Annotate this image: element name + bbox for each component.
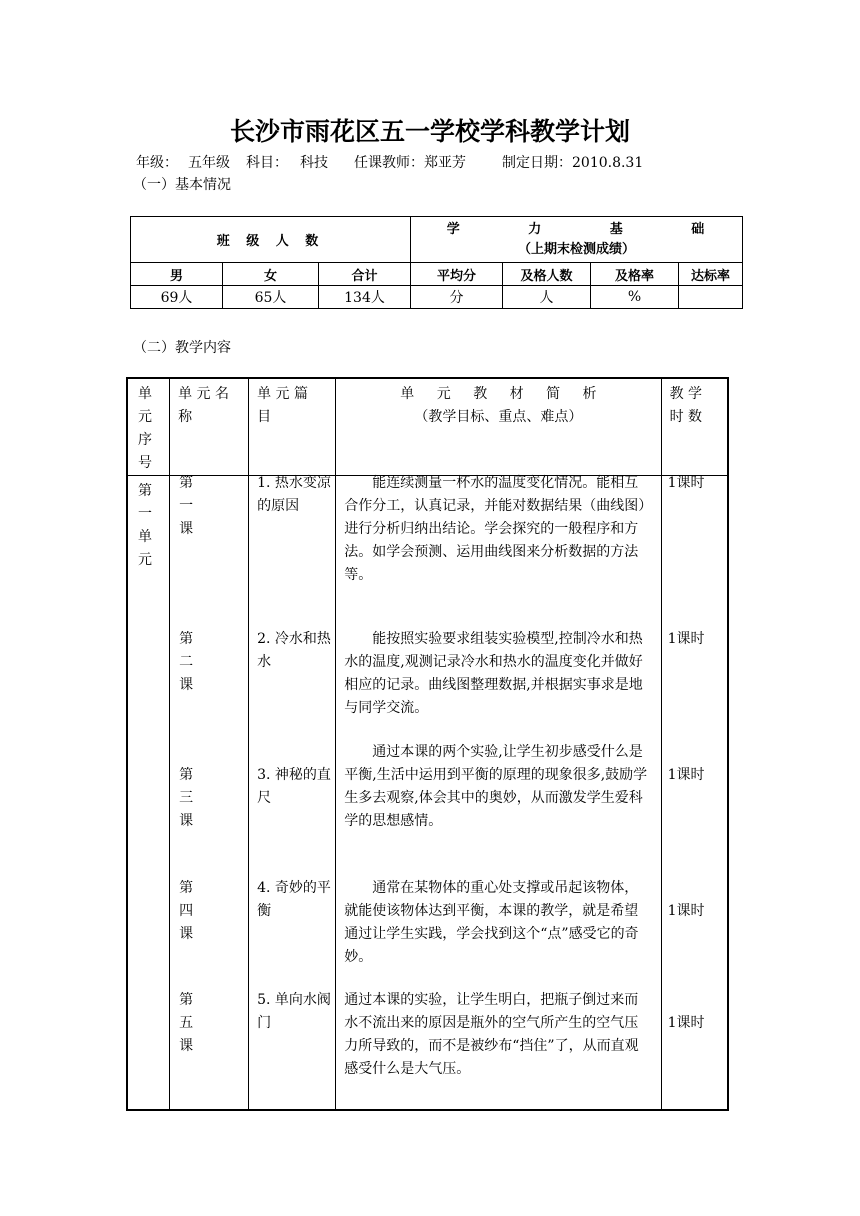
- lesson-names-cell: [170, 476, 249, 1110]
- ability-header-cell: [411, 217, 743, 263]
- header-unit-name: 单 元 名 称: [178, 386, 229, 425]
- unit-label: 第一单元: [138, 483, 152, 568]
- header-unit-chapter-cell: [249, 378, 336, 476]
- col-total: 合计: [319, 263, 411, 286]
- lesson-name-3: 第三课: [179, 767, 194, 829]
- val-male: 69人: [131, 286, 223, 309]
- subject-label: 科目：: [246, 155, 288, 171]
- lesson-chapter-3: 3. 神秘的直尺: [257, 767, 331, 806]
- subject-value: 科技: [300, 155, 328, 171]
- val-female: 65人: [223, 286, 319, 309]
- lesson-chapter-2: 2. 冷水和热水: [257, 631, 331, 670]
- lesson-desc-3: 通过本课的两个实验,让学生初步感受什么是平衡,生活中运用到平衡的原理的现象很多,鼓励学生多去观察,体会其中的奥妙，从而激发学生爱科学的思想感情。: [344, 744, 648, 829]
- lesson-desc-5: 通过本课的实验，让学生明白，把瓶子倒过来而水不流出来的原因是瓶外的空气所产生的空气压力所导致的，而不是被纱布“挡住”了，从而直观感受什么是大气压。: [344, 992, 639, 1077]
- lesson-name-4: 第四课: [179, 880, 194, 942]
- lesson-name-5: 第五课: [179, 992, 194, 1054]
- lesson-chapter-1: 1. 热水变凉的原因: [257, 475, 331, 514]
- lesson-chapter-4: 4. 奇妙的平衡: [257, 880, 331, 919]
- section-basic-heading: （一）基本情况: [133, 177, 231, 193]
- header-unit-no: 单元序号: [138, 386, 152, 471]
- val-pass-rate: %: [591, 286, 679, 309]
- header-hours: 教 学 时 数: [669, 386, 703, 425]
- ability-header: 学 力 基 础: [446, 221, 707, 237]
- lesson-chapter-5: 5. 单向水阀门: [257, 992, 331, 1031]
- grade-value: 五年级: [188, 155, 230, 171]
- col-male: 男: [131, 263, 223, 286]
- lesson-desc-4: 通常在某物体的重心处支撑或吊起该物体，就能使该物体达到平衡，本课的教学，就是希望通过让学生实践，学会找到这个“点”感受它的奇妙。: [344, 880, 639, 965]
- val-standard-rate: [679, 286, 743, 309]
- lesson-name-1: 第一课: [179, 475, 194, 537]
- header-analysis-sub: （教学目标、重点、难点）: [414, 409, 583, 425]
- val-pass-count: 人: [503, 286, 591, 309]
- lesson-name-2: 第二课: [179, 631, 194, 693]
- header-unit-chapter: 单 元 篇 目: [257, 386, 309, 425]
- plan-meta: [136, 152, 643, 172]
- lesson-hours-1: 1课时: [667, 475, 705, 491]
- lesson-desc-1: 能连续测量一杯水的温度变化情况。能相互合作分工，认真记录，并能对数据结果（曲线图）进行分析归纳出结论。学会探究的一般程序和方法。如学会预测、运用曲线图来分析数据的方法等。: [344, 475, 646, 583]
- lesson-desc-2: 能按照实验要求组装实验模型,控制冷水和热水的温度,观测记录冷水和热水的温度变化并做好相应的记录。曲线图整理数据,并根据实事求是地与同学交流。: [344, 631, 643, 716]
- col-pass-rate: 及格率: [591, 263, 679, 286]
- lesson-hours-5: 1课时: [667, 1015, 705, 1031]
- col-standard-rate: 达标率: [679, 263, 743, 286]
- teacher-label: 任课教师：: [354, 155, 424, 171]
- section-content-heading: （二）教学内容: [133, 340, 231, 356]
- val-average: 分: [411, 286, 503, 309]
- content-table: [126, 377, 729, 1111]
- header-unit-name-cell: [170, 378, 249, 476]
- unit-cell: [127, 476, 170, 1110]
- header-unit-no-cell: [127, 378, 170, 476]
- col-female: 女: [223, 263, 319, 286]
- lesson-hours-cell: [661, 476, 728, 1110]
- basic-info-table: [130, 216, 743, 309]
- col-average: 平均分: [411, 263, 503, 286]
- page-title: 长沙市雨花区五一学校学科教学计划: [229, 117, 630, 146]
- lesson-descs-cell: [336, 476, 661, 1110]
- header-analysis-cell: [336, 378, 661, 476]
- header-analysis: 单 元 教 材 简 析: [400, 386, 597, 402]
- lesson-hours-4: 1课时: [667, 903, 705, 919]
- header-hours-cell: [661, 378, 728, 476]
- lesson-chapters-cell: [249, 476, 336, 1110]
- lesson-hours-3: 1课时: [667, 767, 705, 783]
- class-size-header: 班 级 人 数: [131, 217, 411, 263]
- date-label: 制定日期：: [502, 155, 572, 171]
- ability-subheader: （上期末检测成绩）: [518, 241, 636, 257]
- teacher-value: 郑亚芳: [424, 155, 466, 171]
- date-value: 2010.8.31: [572, 155, 644, 171]
- val-total: 134人: [319, 286, 411, 309]
- grade-label: 年级：: [136, 155, 178, 171]
- lesson-hours-2: 1课时: [667, 631, 705, 647]
- col-pass-count: 及格人数: [503, 263, 591, 286]
